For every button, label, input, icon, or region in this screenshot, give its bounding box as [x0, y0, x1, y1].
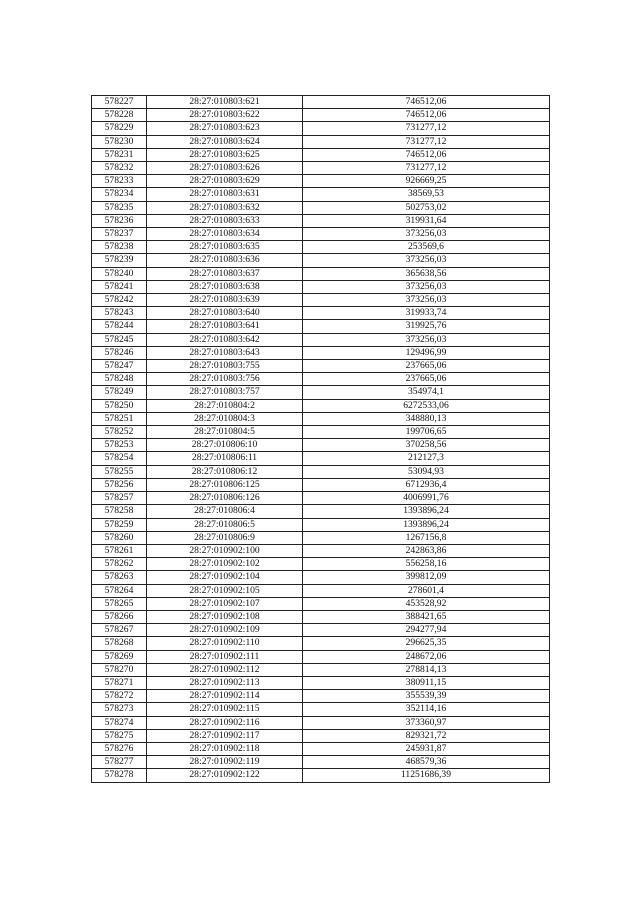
row-number-cell: 578227	[92, 96, 147, 109]
cadastral-number-cell: 28:27:010806:126	[147, 492, 303, 505]
value-cell: 212127,3	[303, 452, 550, 465]
cadastral-number-cell: 28:27:010803:632	[147, 201, 303, 214]
row-number-cell: 578269	[92, 650, 147, 663]
table-row	[92, 518, 550, 531]
value-cell: 502753,02	[303, 201, 550, 214]
row-number-cell: 578233	[92, 175, 147, 188]
table-row	[92, 676, 550, 689]
cadastral-number-cell: 28:27:010803:629	[147, 175, 303, 188]
cadastral-number-cell: 28:27:010803:755	[147, 360, 303, 373]
cadastral-number-cell: 28:27:010803:642	[147, 333, 303, 346]
value-cell: 388421,65	[303, 610, 550, 623]
table-row	[92, 703, 550, 716]
row-number-cell: 578254	[92, 452, 147, 465]
row-number-cell: 578238	[92, 241, 147, 254]
cadastral-number-cell: 28:27:010803:641	[147, 320, 303, 333]
table-row	[92, 412, 550, 425]
row-number-cell: 578272	[92, 690, 147, 703]
cadastral-number-cell: 28:27:010803:643	[147, 346, 303, 359]
table-row	[92, 228, 550, 241]
cadastral-number-cell: 28:27:010902:117	[147, 729, 303, 742]
row-number-cell: 578231	[92, 148, 147, 161]
table-row	[92, 294, 550, 307]
table-row	[92, 188, 550, 201]
row-number-cell: 578256	[92, 478, 147, 491]
table-row	[92, 597, 550, 610]
value-cell: 348880,13	[303, 412, 550, 425]
table-row	[92, 610, 550, 623]
value-cell: 829321,72	[303, 729, 550, 742]
row-number-cell: 578271	[92, 676, 147, 689]
table-row	[92, 426, 550, 439]
row-number-cell: 578278	[92, 769, 147, 782]
value-cell: 926669,25	[303, 175, 550, 188]
value-cell: 242863,86	[303, 544, 550, 557]
value-cell: 373256,03	[303, 280, 550, 293]
value-cell: 4006991,76	[303, 492, 550, 505]
cadastral-number-cell: 28:27:010803:640	[147, 307, 303, 320]
value-cell: 6272533,06	[303, 399, 550, 412]
table-row	[92, 241, 550, 254]
cadastral-number-cell: 28:27:010806:125	[147, 478, 303, 491]
value-cell: 199706,65	[303, 426, 550, 439]
cadastral-number-cell: 28:27:010803:625	[147, 148, 303, 161]
table-row	[92, 386, 550, 399]
row-number-cell: 578250	[92, 399, 147, 412]
table-row	[92, 465, 550, 478]
row-number-cell: 578268	[92, 637, 147, 650]
row-number-cell: 578270	[92, 663, 147, 676]
row-number-cell: 578251	[92, 412, 147, 425]
table-row	[92, 267, 550, 280]
table-row	[92, 162, 550, 175]
table-row	[92, 96, 550, 109]
row-number-cell: 578273	[92, 703, 147, 716]
row-number-cell: 578229	[92, 122, 147, 135]
row-number-cell: 578274	[92, 716, 147, 729]
cadastral-number-cell: 28:27:010806:11	[147, 452, 303, 465]
table-row	[92, 148, 550, 161]
value-cell: 354974,1	[303, 386, 550, 399]
row-number-cell: 578263	[92, 571, 147, 584]
row-number-cell: 578255	[92, 465, 147, 478]
table-row	[92, 637, 550, 650]
cadastral-number-cell: 28:27:010902:119	[147, 756, 303, 769]
table-row	[92, 478, 550, 491]
cadastral-number-cell: 28:27:010803:624	[147, 135, 303, 148]
value-cell: 253569,6	[303, 241, 550, 254]
value-cell: 352114,16	[303, 703, 550, 716]
value-cell: 746512,06	[303, 109, 550, 122]
value-cell: 373360,97	[303, 716, 550, 729]
table-row	[92, 584, 550, 597]
row-number-cell: 578247	[92, 360, 147, 373]
cadastral-number-cell: 28:27:010902:116	[147, 716, 303, 729]
value-cell: 6712936,4	[303, 478, 550, 491]
table-row	[92, 254, 550, 267]
cadastral-number-cell: 28:27:010902:104	[147, 571, 303, 584]
cadastral-number-cell: 28:27:010803:638	[147, 280, 303, 293]
value-cell: 319925,76	[303, 320, 550, 333]
cadastral-number-cell: 28:27:010803:622	[147, 109, 303, 122]
cadastral-number-cell: 28:27:010804:5	[147, 426, 303, 439]
value-cell: 746512,06	[303, 148, 550, 161]
row-number-cell: 578262	[92, 558, 147, 571]
value-cell: 373256,03	[303, 254, 550, 267]
cadastral-number-cell: 28:27:010902:105	[147, 584, 303, 597]
value-cell: 731277,12	[303, 162, 550, 175]
value-cell: 1267156,8	[303, 531, 550, 544]
row-number-cell: 578257	[92, 492, 147, 505]
row-number-cell: 578260	[92, 531, 147, 544]
value-cell: 294277,94	[303, 624, 550, 637]
cadastral-number-cell: 28:27:010902:108	[147, 610, 303, 623]
table-row	[92, 571, 550, 584]
cadastral-number-cell: 28:27:010902:118	[147, 742, 303, 755]
value-cell: 373256,03	[303, 294, 550, 307]
row-number-cell: 578242	[92, 294, 147, 307]
table-row	[92, 505, 550, 518]
value-cell: 245931,87	[303, 742, 550, 755]
row-number-cell: 578258	[92, 505, 147, 518]
table-body	[92, 96, 550, 783]
row-number-cell: 578239	[92, 254, 147, 267]
cadastral-number-cell: 28:27:010902:109	[147, 624, 303, 637]
row-number-cell: 578244	[92, 320, 147, 333]
cadastral-number-cell: 28:27:010803:635	[147, 241, 303, 254]
cadastral-number-cell: 28:27:010806:10	[147, 439, 303, 452]
value-cell: 38569,53	[303, 188, 550, 201]
row-number-cell: 578243	[92, 307, 147, 320]
cadastral-number-cell: 28:27:010803:626	[147, 162, 303, 175]
row-number-cell: 578234	[92, 188, 147, 201]
table-row	[92, 690, 550, 703]
cadastral-number-cell: 28:27:010902:110	[147, 637, 303, 650]
row-number-cell: 578267	[92, 624, 147, 637]
value-cell: 373256,03	[303, 333, 550, 346]
value-cell: 370258,56	[303, 439, 550, 452]
value-cell: 278814,13	[303, 663, 550, 676]
cadastral-number-cell: 28:27:010902:122	[147, 769, 303, 782]
row-number-cell: 578240	[92, 267, 147, 280]
cadastral-number-cell: 28:27:010803:621	[147, 96, 303, 109]
cadastral-number-cell: 28:27:010804:3	[147, 412, 303, 425]
row-number-cell: 578266	[92, 610, 147, 623]
table-row	[92, 452, 550, 465]
value-cell: 296625,35	[303, 637, 550, 650]
row-number-cell: 578228	[92, 109, 147, 122]
row-number-cell: 578248	[92, 373, 147, 386]
cadastral-number-cell: 28:27:010902:100	[147, 544, 303, 557]
table-row	[92, 214, 550, 227]
table-row	[92, 756, 550, 769]
value-cell: 237665,06	[303, 360, 550, 373]
table-row	[92, 544, 550, 557]
value-cell: 355539,39	[303, 690, 550, 703]
row-number-cell: 578264	[92, 584, 147, 597]
cadastral-number-cell: 28:27:010803:631	[147, 188, 303, 201]
row-number-cell: 578276	[92, 742, 147, 755]
value-cell: 1393896,24	[303, 505, 550, 518]
cadastral-number-cell: 28:27:010803:623	[147, 122, 303, 135]
value-cell: 380911,15	[303, 676, 550, 689]
row-number-cell: 578232	[92, 162, 147, 175]
value-cell: 319933,74	[303, 307, 550, 320]
value-cell: 373256,03	[303, 228, 550, 241]
table-row	[92, 122, 550, 135]
row-number-cell: 578261	[92, 544, 147, 557]
table-row	[92, 346, 550, 359]
cadastral-number-cell: 28:27:010803:637	[147, 267, 303, 280]
cadastral-number-cell: 28:27:010803:757	[147, 386, 303, 399]
table-row	[92, 729, 550, 742]
row-number-cell: 578241	[92, 280, 147, 293]
cadastral-number-cell: 28:27:010902:112	[147, 663, 303, 676]
table-row	[92, 531, 550, 544]
cadastral-number-cell: 28:27:010902:107	[147, 597, 303, 610]
cadastral-number-cell: 28:27:010806:5	[147, 518, 303, 531]
value-cell: 1393896,24	[303, 518, 550, 531]
value-cell: 319931,64	[303, 214, 550, 227]
row-number-cell: 578265	[92, 597, 147, 610]
table-row	[92, 650, 550, 663]
value-cell: 468579,36	[303, 756, 550, 769]
table-row	[92, 492, 550, 505]
table-row	[92, 716, 550, 729]
cadastral-number-cell: 28:27:010803:636	[147, 254, 303, 267]
value-cell: 556258,16	[303, 558, 550, 571]
table-row	[92, 175, 550, 188]
value-cell: 453528,92	[303, 597, 550, 610]
value-cell: 731277,12	[303, 135, 550, 148]
row-number-cell: 578230	[92, 135, 147, 148]
table-row	[92, 201, 550, 214]
cadastral-number-cell: 28:27:010803:756	[147, 373, 303, 386]
cadastral-number-cell: 28:27:010902:115	[147, 703, 303, 716]
row-number-cell: 578275	[92, 729, 147, 742]
table-row	[92, 333, 550, 346]
table-row	[92, 558, 550, 571]
value-cell: 746512,06	[303, 96, 550, 109]
row-number-cell: 578237	[92, 228, 147, 241]
row-number-cell: 578277	[92, 756, 147, 769]
cadastral-number-cell: 28:27:010902:114	[147, 690, 303, 703]
cadastral-value-table	[91, 95, 550, 783]
cadastral-number-cell: 28:27:010806:4	[147, 505, 303, 518]
cadastral-number-cell: 28:27:010902:102	[147, 558, 303, 571]
value-cell: 11251686,39	[303, 769, 550, 782]
value-cell: 53094,93	[303, 465, 550, 478]
cadastral-number-cell: 28:27:010806:12	[147, 465, 303, 478]
value-cell: 237665,06	[303, 373, 550, 386]
row-number-cell: 578259	[92, 518, 147, 531]
table-row	[92, 439, 550, 452]
value-cell: 365638,56	[303, 267, 550, 280]
cadastral-number-cell: 28:27:010902:113	[147, 676, 303, 689]
table-row	[92, 360, 550, 373]
table-row	[92, 742, 550, 755]
table-row	[92, 109, 550, 122]
table-row	[92, 663, 550, 676]
cadastral-number-cell: 28:27:010804:2	[147, 399, 303, 412]
row-number-cell: 578252	[92, 426, 147, 439]
table-row	[92, 624, 550, 637]
cadastral-number-cell: 28:27:010902:111	[147, 650, 303, 663]
table-row	[92, 280, 550, 293]
table-row	[92, 320, 550, 333]
table-row	[92, 307, 550, 320]
cadastral-number-cell: 28:27:010803:634	[147, 228, 303, 241]
table-row	[92, 373, 550, 386]
row-number-cell: 578249	[92, 386, 147, 399]
value-cell: 399812,09	[303, 571, 550, 584]
value-cell: 248672,06	[303, 650, 550, 663]
cadastral-number-cell: 28:27:010803:639	[147, 294, 303, 307]
value-cell: 731277,12	[303, 122, 550, 135]
cadastral-number-cell: 28:27:010803:633	[147, 214, 303, 227]
row-number-cell: 578236	[92, 214, 147, 227]
row-number-cell: 578246	[92, 346, 147, 359]
cadastral-number-cell: 28:27:010806:9	[147, 531, 303, 544]
row-number-cell: 578235	[92, 201, 147, 214]
table-row	[92, 399, 550, 412]
row-number-cell: 578253	[92, 439, 147, 452]
table-row	[92, 769, 550, 782]
table-row	[92, 135, 550, 148]
value-cell: 129496,99	[303, 346, 550, 359]
value-cell: 278601,4	[303, 584, 550, 597]
row-number-cell: 578245	[92, 333, 147, 346]
